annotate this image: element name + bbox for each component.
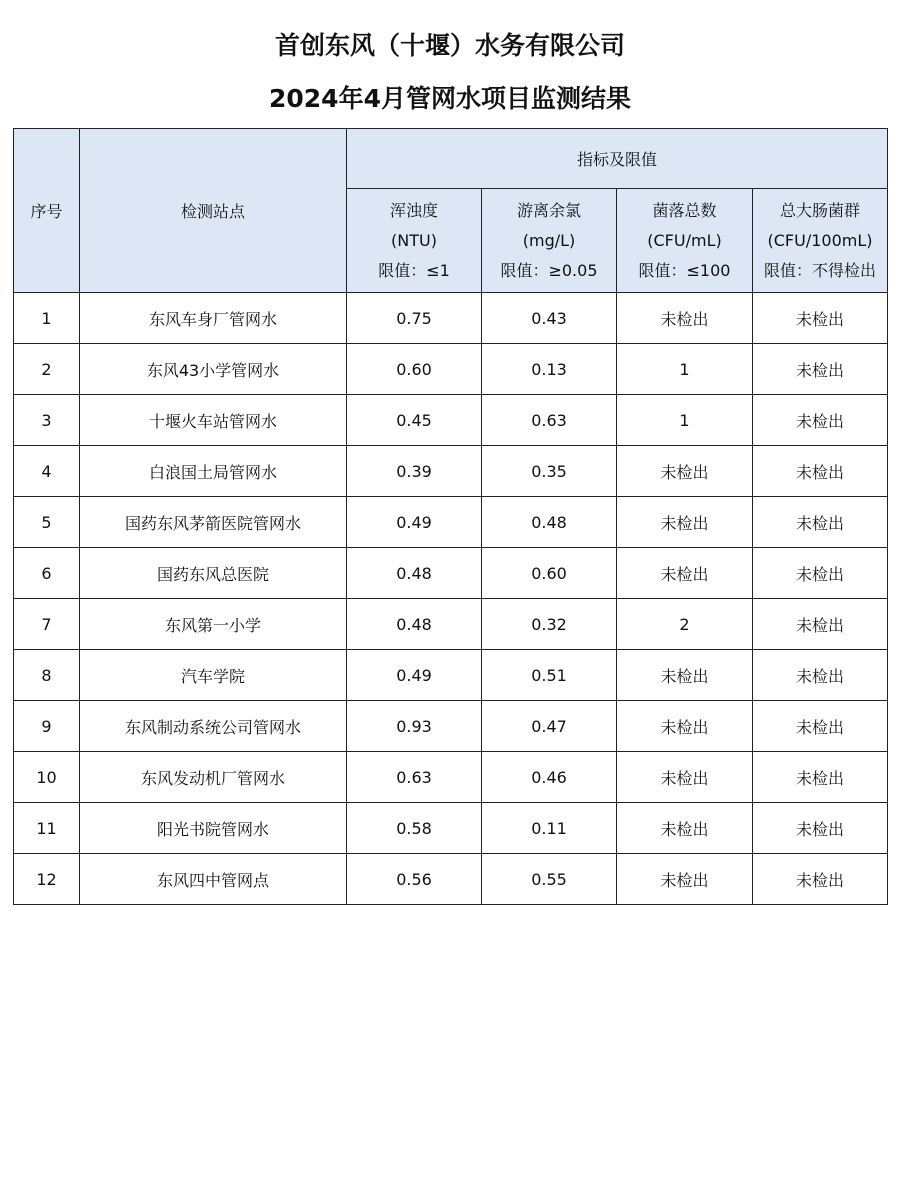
cell-chlorine: 0.47 [482, 701, 617, 752]
cell-turbidity: 0.49 [347, 650, 482, 701]
table-row [14, 701, 888, 752]
results-table [13, 128, 888, 905]
table-row [14, 854, 888, 905]
page-title: 首创东风（十堰）水务有限公司 [274, 31, 625, 60]
cell-coliform: 未检出 [753, 548, 888, 599]
cell-site: 国药东风总医院 [80, 548, 347, 599]
cell-chlorine: 0.11 [482, 803, 617, 854]
cell-no: 6 [14, 548, 80, 599]
cell-turbidity: 0.75 [347, 293, 482, 344]
header-colony-unit: (CFU/mL) [647, 230, 722, 250]
cell-no: 5 [14, 497, 80, 548]
cell-coliform: 未检出 [753, 854, 888, 905]
cell-no: 1 [14, 293, 80, 344]
cell-site: 阳光书院管网水 [80, 803, 347, 854]
cell-turbidity: 0.60 [347, 344, 482, 395]
cell-coliform: 未检出 [753, 293, 888, 344]
header-indicators-group: 指标及限值 [347, 129, 888, 189]
cell-no: 9 [14, 701, 80, 752]
cell-colony: 未检出 [617, 701, 753, 752]
table-row [14, 497, 888, 548]
cell-colony: 未检出 [617, 446, 753, 497]
cell-chlorine: 0.32 [482, 599, 617, 650]
cell-colony: 未检出 [617, 497, 753, 548]
cell-no: 12 [14, 854, 80, 905]
cell-colony: 2 [617, 599, 753, 650]
header-turbidity [347, 189, 482, 293]
cell-colony: 未检出 [617, 803, 753, 854]
cell-colony: 1 [617, 344, 753, 395]
cell-site: 白浪国土局管网水 [80, 446, 347, 497]
cell-chlorine: 0.60 [482, 548, 617, 599]
cell-turbidity: 0.39 [347, 446, 482, 497]
header-chlorine-limit: 限值：≥0.05 [500, 260, 598, 280]
table-row [14, 293, 888, 344]
header-coliform-name: 总大肠菌群 [780, 200, 861, 220]
cell-no: 2 [14, 344, 80, 395]
cell-turbidity: 0.56 [347, 854, 482, 905]
cell-coliform: 未检出 [753, 752, 888, 803]
cell-colony: 未检出 [617, 293, 753, 344]
table-row [14, 650, 888, 701]
table-row [14, 803, 888, 854]
cell-turbidity: 0.49 [347, 497, 482, 548]
cell-coliform: 未检出 [753, 650, 888, 701]
header-turbidity-unit: (NTU) [391, 230, 437, 250]
cell-turbidity: 0.93 [347, 701, 482, 752]
cell-coliform: 未检出 [753, 344, 888, 395]
header-colony-name: 菌落总数 [652, 200, 717, 220]
cell-no: 8 [14, 650, 80, 701]
table-row [14, 599, 888, 650]
table-row [14, 344, 888, 395]
header-chlorine-name: 游离余氯 [516, 200, 581, 220]
cell-site: 国药东风茅箭医院管网水 [80, 497, 347, 548]
cell-no: 7 [14, 599, 80, 650]
cell-colony: 未检出 [617, 854, 753, 905]
cell-turbidity: 0.48 [347, 548, 482, 599]
table-row [14, 446, 888, 497]
header-coliform-unit: (CFU/100mL) [767, 230, 873, 250]
cell-coliform: 未检出 [753, 803, 888, 854]
cell-turbidity: 0.45 [347, 395, 482, 446]
cell-turbidity: 0.58 [347, 803, 482, 854]
cell-coliform: 未检出 [753, 599, 888, 650]
cell-colony: 未检出 [617, 650, 753, 701]
cell-no: 11 [14, 803, 80, 854]
header-coliform-limit: 限值：不得检出 [764, 260, 877, 280]
cell-turbidity: 0.63 [347, 752, 482, 803]
cell-coliform: 未检出 [753, 497, 888, 548]
cell-site: 汽车学院 [80, 650, 347, 701]
cell-site: 东风制动系统公司管网水 [80, 701, 347, 752]
cell-no: 4 [14, 446, 80, 497]
cell-chlorine: 0.43 [482, 293, 617, 344]
cell-site: 十堰火车站管网水 [80, 395, 347, 446]
header-colony-limit: 限值：≤100 [638, 260, 731, 280]
cell-colony: 未检出 [617, 752, 753, 803]
cell-colony: 1 [617, 395, 753, 446]
header-chlorine-unit: (mg/L) [522, 230, 576, 250]
cell-chlorine: 0.55 [482, 854, 617, 905]
cell-chlorine: 0.51 [482, 650, 617, 701]
cell-site: 东风四中管网点 [80, 854, 347, 905]
cell-chlorine: 0.63 [482, 395, 617, 446]
cell-turbidity: 0.48 [347, 599, 482, 650]
cell-site: 东风车身厂管网水 [80, 293, 347, 344]
table-row [14, 548, 888, 599]
cell-no: 10 [14, 752, 80, 803]
cell-site: 东风发动机厂管网水 [80, 752, 347, 803]
cell-coliform: 未检出 [753, 701, 888, 752]
page-subtitle: 2024年4月管网水项目监测结果 [269, 84, 631, 113]
header-no: 序号 [14, 129, 80, 293]
header-site: 检测站点 [80, 129, 347, 293]
header-turbidity-limit: 限值：≤1 [378, 260, 450, 280]
header-turbidity-name: 浑浊度 [389, 200, 438, 220]
table-row [14, 752, 888, 803]
cell-colony: 未检出 [617, 548, 753, 599]
header-chlorine [482, 189, 617, 293]
cell-coliform: 未检出 [753, 395, 888, 446]
header-coliform [753, 189, 888, 293]
header-colony [617, 189, 753, 293]
cell-chlorine: 0.46 [482, 752, 617, 803]
cell-site: 东风第一小学 [80, 599, 347, 650]
cell-no: 3 [14, 395, 80, 446]
cell-chlorine: 0.48 [482, 497, 617, 548]
cell-coliform: 未检出 [753, 446, 888, 497]
cell-chlorine: 0.35 [482, 446, 617, 497]
cell-chlorine: 0.13 [482, 344, 617, 395]
table-row [14, 395, 888, 446]
cell-site: 东风43小学管网水 [80, 344, 347, 395]
